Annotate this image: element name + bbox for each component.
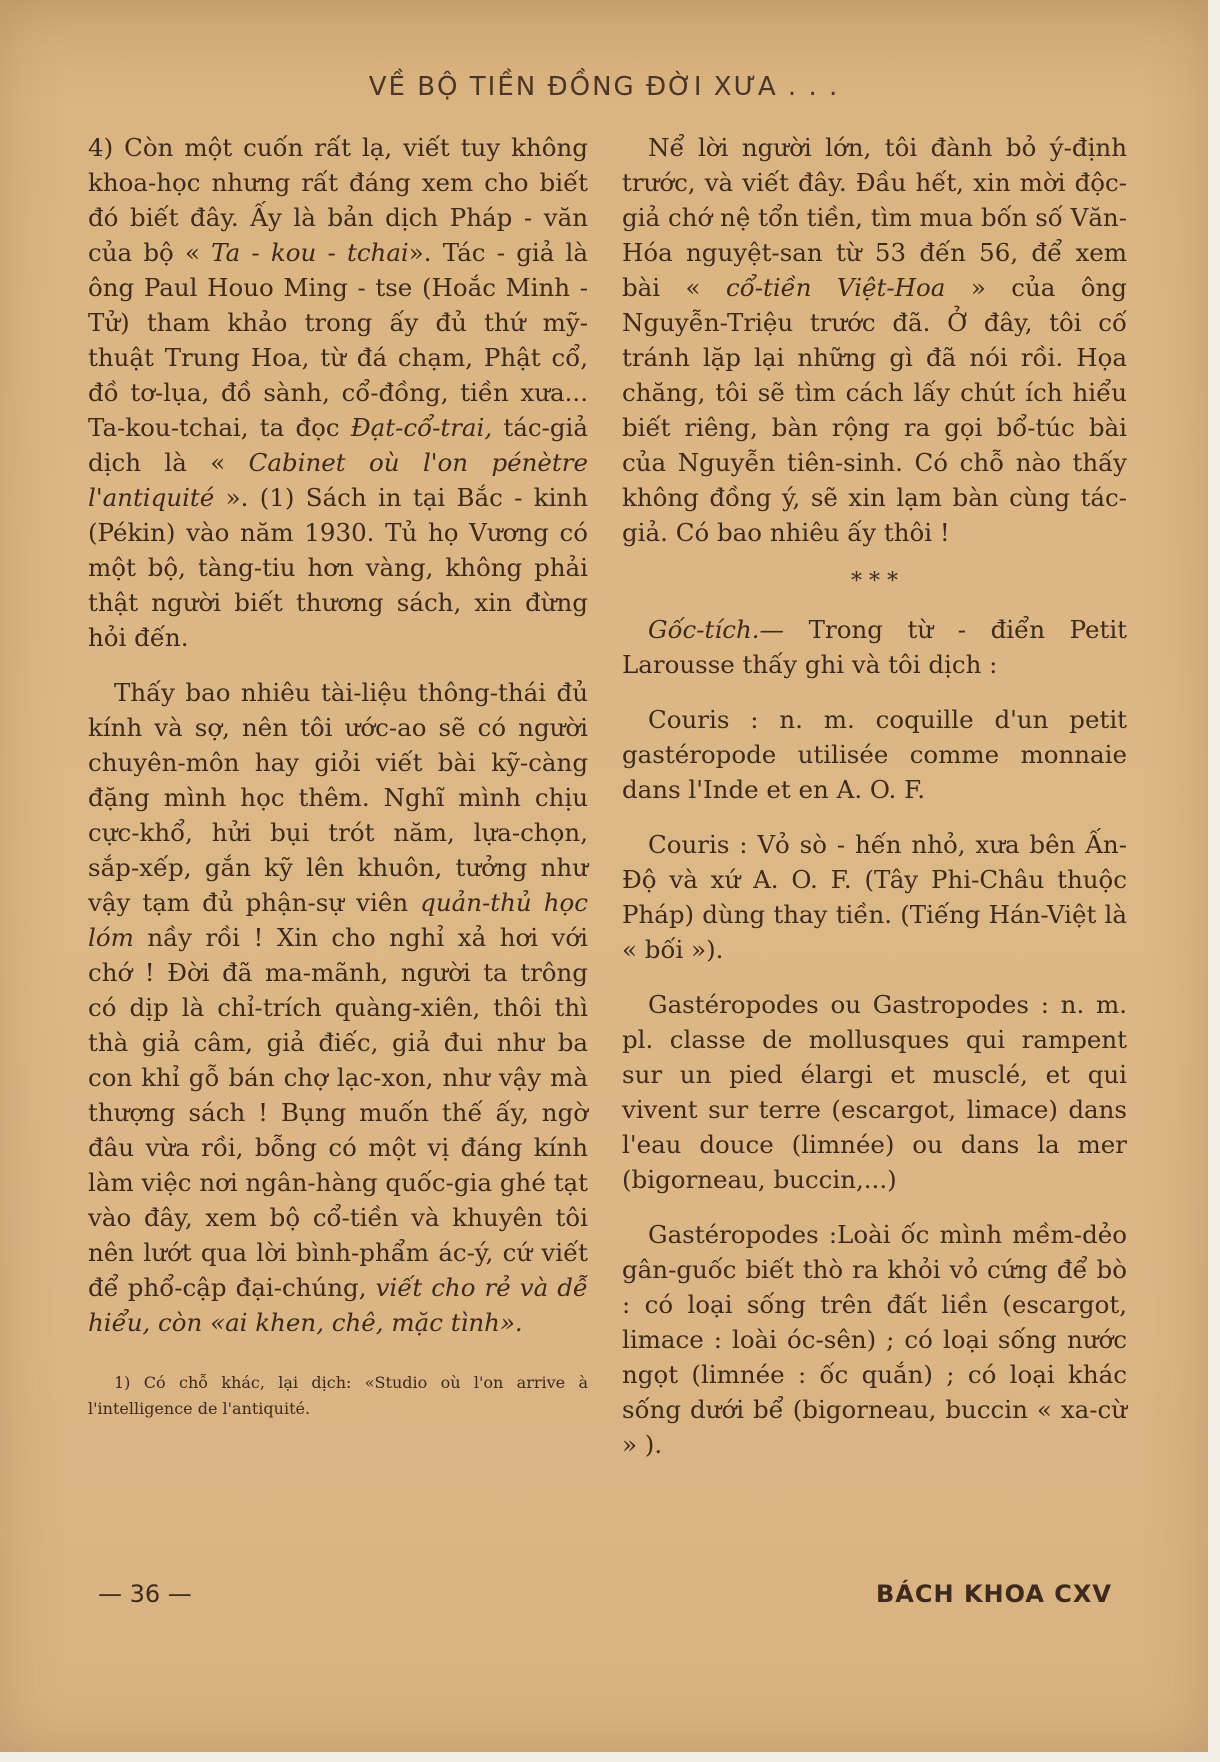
section-heading: Gốc-tích.—	[648, 615, 785, 644]
journal-name: BÁCH KHOA CXV	[876, 1580, 1112, 1608]
italic-translation: Cabinet où l'on pénètre l'antiquité	[88, 448, 588, 512]
italic-term: quản-thủ học lóm	[88, 888, 588, 952]
left-column	[88, 130, 588, 1422]
italic-title: cổ-tiền Việt-Hoa	[725, 273, 946, 302]
italic-term: Đạt-cổ-trai,	[350, 413, 493, 442]
paragraph-preface	[622, 130, 1127, 550]
text-run: Thấy bao nhiêu tài-liệu thông-thái đủ kính và sợ, nên tôi ước-ao sẽ có người chuyên-môn hay giỏi viết bài kỹ-càng đặng mình học thêm. Nghĩ mình chịu cực-khổ, hửi bụi trót năm, lựa-chọn, sắp-xếp, gắn kỹ lên khuôn, tưởng như vậy tạm đủ phận-sự viên	[88, 678, 588, 917]
text-run: ». Tác - giả là ông Paul Houo Ming - tse (Hoắc Minh - Tử) tham khảo trong ấy đủ thứ mỹ-thuật Trung Hoa, từ đá chạm, Phật cổ, đồ tơ-lụa, đồ sành, cổ-đồng, tiền xưa... Ta-kou-tchai, ta đọc	[88, 238, 588, 442]
running-header: VỀ BỘ TIỀN ĐỒNG ĐỜI XƯA . . .	[368, 72, 840, 102]
paragraph-couris-vn: Couris : Vỏ sò - hến nhỏ, xưa bên Ấn-Độ và xứ A. O. F. (Tây Phi-Châu thuộc Pháp) dùng thay tiền. (Tiếng Hán-Việt là « bối »).	[622, 830, 1127, 964]
section-divider-stars: * * *	[851, 569, 898, 594]
paragraph-intro	[88, 675, 588, 1340]
italic-quote: viết cho rẻ và dễ hiểu, còn «ai khen, chê, mặc tình».	[88, 1273, 588, 1337]
paragraph-gasteropodes-fr: Gastéropodes ou Gastropodes : n. m. pl. classe de mollusques qui rampent sur un pied élargi et musclé, et qui vivent sur terre (escargot, limace) dans l'eau douce (limnée) ou dans la mer (bigorneau, buccin,...)	[622, 990, 1127, 1194]
text-run: ». (1) Sách in tại Bắc - kinh (Pékin) vào năm 1930. Tủ họ Vương có một bộ, tàng-tiu hơn vàng, không phải thật người biết thương sách, xin đừng hỏi đến.	[88, 483, 588, 652]
right-column	[622, 130, 1127, 1482]
text-run: nầy rồi ! Xin cho nghỉ xả hơi với chớ ! Đời đã ma-mãnh, người ta trông có dịp là chỉ-trích quàng-xiên, thôi thì thà giả câm, giả điếc, giả đui như ba con khỉ gỗ bán chợ lạc-xon, như vậy mà thượng sách ! Bụng muốn thế ấy, ngờ đâu vừa rồi, bỗng có một vị đáng kính làm việc nơi ngân-hàng quốc-gia ghé tạt vào đây, xem bộ cổ-tiền và khuyên tôi nên lướt qua lời bình-phẩm ác-ý, cứ viết để phổ-cập đại-chúng,	[88, 923, 588, 1302]
footnote: 1) Có chỗ khác, lại dịch: «Studio où l'on arrive à l'intelligence de l'antiquité.	[88, 1373, 588, 1418]
text-run: tác-giả dịch là «	[88, 413, 588, 477]
paragraph-item-4	[88, 130, 588, 655]
text-run: » của ông Nguyễn-Triệu trước đã. Ở đây, tôi cố tránh lặp lại những gì đã nói rồi. Họa chăng, tôi sẽ tìm cách lấy chút ích hiểu biết riêng, bàn rộng ra gọi bổ-túc bài của Nguyễn tiên-sinh. Có chỗ nào thấy không đồng ý, sẽ xin lạm bàn cùng tác-giả. Có bao nhiêu ấy thôi !	[622, 273, 1127, 547]
paragraph-couris-fr: Couris : n. m. coquille d'un petit gastéropode utilisée comme monnaie dans l'Inde et en A. O. F.	[622, 705, 1127, 804]
page-number: — 36 —	[98, 1580, 192, 1608]
text-run: Nể lời người lớn, tôi đành bỏ ý-định trước, và viết đây. Đầu hết, xin mời độc-giả chớ nệ tổn tiền, tìm mua bốn số Văn-Hóa nguyệt-san từ 53 đến 56, để xem bài «	[622, 133, 1127, 302]
paragraph-origin	[622, 612, 1127, 682]
paragraph-gasteropodes-vn: Gastéropodes :Loài ốc mình mềm-dẻo gân-guốc biết thò ra khỏi vỏ cứng để bò : có loại sống trên đất liền (escargot, limace : loài óc-sên) ; có loại sống nước ngọt (limnée : ốc quắn) ; có loại khác sống dưới bể (bigorneau, buccin « xa-cừ » ).	[622, 1220, 1127, 1459]
italic-title: Ta - kou - tchai	[211, 238, 409, 267]
text-run: Trong từ - điển Petit Larousse thấy ghi và tôi dịch :	[622, 615, 1127, 679]
text-run: 4) Còn một cuốn rất lạ, viết tuy không khoa-học nhưng rất đáng xem cho biết đó biết đây. Ấy là bản dịch Pháp - văn của bộ «	[88, 133, 588, 267]
